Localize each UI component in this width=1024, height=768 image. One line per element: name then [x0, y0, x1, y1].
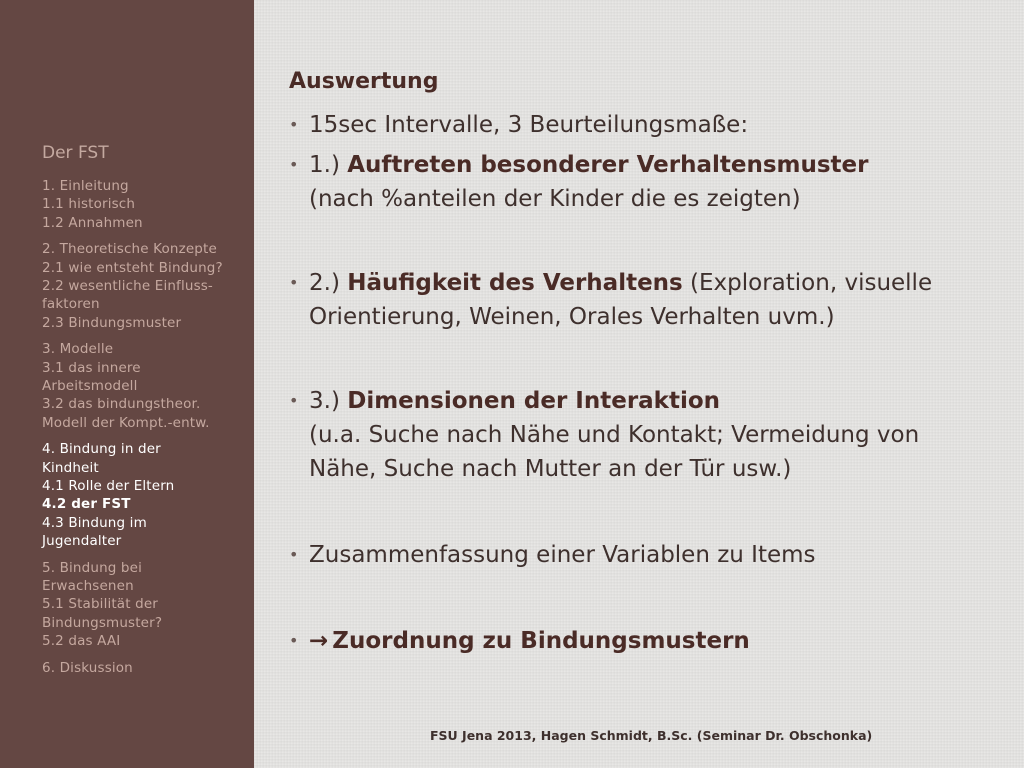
toc-item: 2.2 wesentliche Einfluss- — [42, 277, 213, 294]
bullet-measure-1 — [289, 148, 979, 216]
toc-section-6 — [42, 659, 247, 677]
bullet-rest-text: (Exploration, visuelle — [682, 270, 933, 296]
bullet-line-1 — [309, 148, 979, 182]
bullet-text: Zusammenfassung einer Variablen zu Items — [309, 542, 816, 568]
bullet-dot: • — [289, 631, 299, 650]
bullet-dot: • — [289, 273, 299, 292]
bullet-bold-text: Häufigkeit des Verhaltens — [347, 270, 683, 296]
bullet-text: 15sec Intervalle, 3 Beurteilungsmaße: — [309, 112, 749, 138]
arrow-right-icon: → — [309, 628, 329, 654]
main-content — [289, 64, 979, 658]
table-of-contents — [42, 177, 247, 685]
bullet-intervals — [289, 108, 979, 142]
bullet-line-1 — [309, 266, 979, 300]
bullet-dot: • — [289, 155, 299, 174]
toc-item: 4.1 Rolle der Eltern — [42, 477, 175, 494]
toc-item: 3.1 das innere — [42, 359, 141, 376]
bullet-line-3: Nähe, Suche nach Mutter an der Tür usw.) — [309, 456, 792, 482]
sidebar — [0, 0, 254, 768]
toc-item: 5.2 das AAI — [42, 632, 121, 649]
bullet-line-2: (nach %anteilen der Kinder die es zeigten) — [309, 186, 801, 212]
toc-item: 6. Diskussion — [42, 659, 133, 676]
toc-item: 2.3 Bindungsmuster — [42, 314, 182, 331]
toc-section-1 — [42, 177, 247, 232]
bullet-prefix: 3.) — [309, 388, 348, 414]
toc-item: Modell der Kompt.-entw. — [42, 414, 210, 431]
toc-item: 4.3 Bindung im — [42, 514, 147, 531]
bullet-assignment — [289, 624, 979, 658]
toc-item: 3.2 das bindungstheor. — [42, 396, 201, 413]
toc-item: 4. Bindung in der — [42, 441, 161, 458]
bullet-prefix: 1.) — [309, 152, 348, 178]
bullet-measure-3 — [289, 384, 979, 486]
bullet-line-2: Orientierung, Weinen, Orales Verhalten uvm.) — [309, 304, 835, 330]
bullet-line-2: (u.a. Suche nach Nähe und Kontakt; Vermeidung von — [309, 422, 920, 448]
toc-section-2 — [42, 240, 247, 331]
bullet-line-1 — [309, 624, 979, 658]
toc-item: Kindheit — [42, 459, 99, 476]
toc-section-3 — [42, 340, 247, 431]
toc-item: Arbeitsmodell — [42, 377, 138, 394]
toc-item: faktoren — [42, 296, 100, 313]
bullet-summary — [289, 538, 979, 572]
toc-item: 5. Bindung bei — [42, 559, 143, 576]
toc-item: Bindungsmuster? — [42, 614, 163, 631]
toc-item: 5.1 Stabilität der — [42, 596, 158, 613]
bullet-dot: • — [289, 391, 299, 410]
footer-text: FSU Jena 2013, Hagen Schmidt, B.Sc. (Seminar Dr. Obschonka) — [430, 728, 873, 743]
toc-current-item: 4.2 der FST — [42, 496, 131, 513]
toc-item: 3. Modelle — [42, 341, 114, 358]
toc-section-5 — [42, 559, 247, 650]
toc-item: 1.2 Annahmen — [42, 214, 143, 231]
bullet-line-1 — [309, 384, 979, 418]
bullet-dot: • — [289, 115, 299, 134]
toc-item: Jugendalter — [42, 532, 122, 549]
bullet-dot: • — [289, 545, 299, 564]
toc-section-4 — [42, 440, 247, 550]
bullet-bold-text: Dimensionen der Interaktion — [347, 388, 721, 414]
bullet-measure-2 — [289, 266, 979, 334]
sidebar-title: Der FST — [42, 143, 109, 163]
bullet-bold-text: Auftreten besonderer Verhaltensmuster — [347, 152, 869, 178]
toc-item: 2. Theoretische Konzepte — [42, 241, 217, 258]
bullet-bold-text: Zuordnung zu Bindungsmustern — [332, 628, 750, 654]
slide-heading: Auswertung — [289, 69, 439, 94]
toc-item: Erwachsenen — [42, 577, 134, 594]
toc-item: 1.1 historisch — [42, 196, 136, 213]
bullet-prefix: 2.) — [309, 270, 348, 296]
toc-item: 2.1 wie entsteht Bindung? — [42, 259, 223, 276]
toc-item: 1. Einleitung — [42, 178, 129, 194]
